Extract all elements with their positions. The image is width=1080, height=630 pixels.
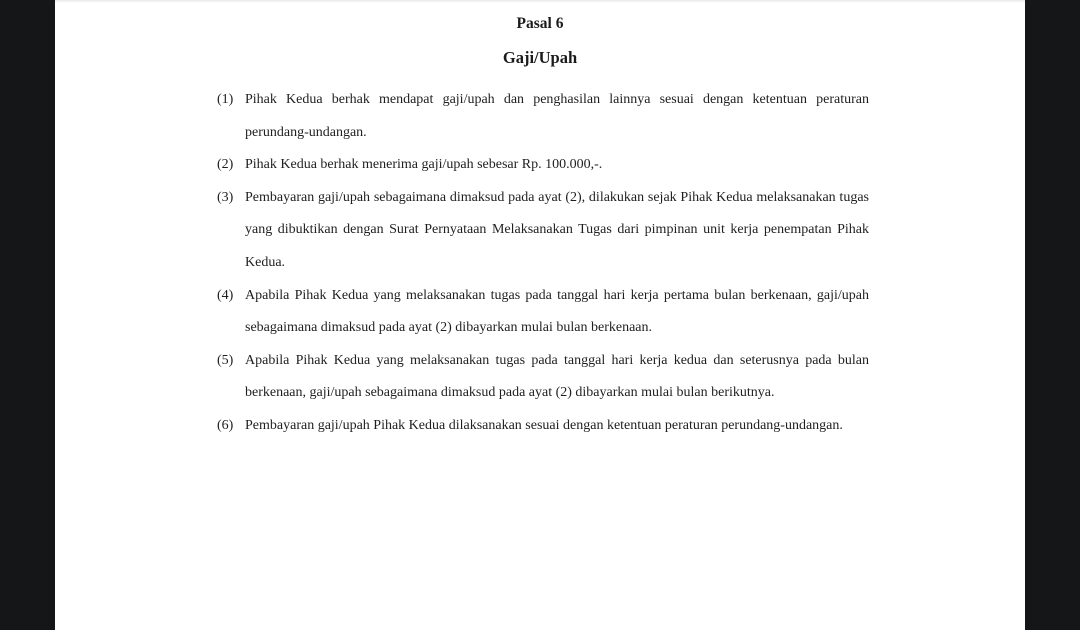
clause-item bbox=[217, 182, 869, 280]
clause-item bbox=[217, 345, 869, 410]
clause-text: Pembayaran gaji/upah Pihak Kedua dilaksanakan sesuai dengan ketentuan peraturan perundang-undangan. bbox=[245, 417, 843, 433]
clause-number: (4) bbox=[217, 287, 234, 303]
clause-number: (6) bbox=[217, 417, 234, 433]
clause-number: (2) bbox=[217, 157, 234, 173]
clause-text: Apabila Pihak Kedua yang melaksanakan tugas pada tanggal hari kerja kedua dan seterusnya pada bulan berkenaan, gaji/upah sebagaimana dimaksud pada ayat (2) dibayarkan mulai bulan berikutnya. bbox=[245, 352, 869, 401]
clause-number: (3) bbox=[217, 189, 234, 205]
page-edge bbox=[55, 0, 1025, 3]
clause-number: (5) bbox=[217, 352, 234, 368]
clause-item bbox=[217, 280, 869, 345]
clause-number: (1) bbox=[217, 92, 234, 107]
article-title: Gaji/Upah bbox=[502, 48, 578, 67]
article-number: Pasal 6 bbox=[516, 15, 564, 32]
document-page bbox=[55, 0, 1025, 630]
clause-text: Apabila Pihak Kedua yang melaksanakan tugas pada tanggal hari kerja pertama bulan berkenaan, gaji/upah sebagaimana dimaksud pada ayat (2) dibayarkan mulai bulan berkenaan. bbox=[245, 287, 869, 336]
clause-text: Pihak Kedua berhak mendapat gaji/upah dan penghasilan lainnya sesuai dengan ketentuan peraturan perundang-undangan. bbox=[245, 92, 869, 140]
clause-item bbox=[217, 149, 869, 182]
clause-item bbox=[217, 410, 869, 443]
clause-text: Pihak Kedua berhak menerima gaji/upah sebesar Rp. 100.000,-. bbox=[245, 157, 603, 173]
clause-item bbox=[217, 84, 869, 149]
clause-list bbox=[217, 84, 869, 443]
clause-text: Pembayaran gaji/upah sebagaimana dimaksud pada ayat (2), dilakukan sejak Pihak Kedua melaksanakan tugas yang dibuktikan dengan Surat Pernyataan Melaksanakan Tugas dari pimpinan unit kerja penempatan Pihak Kedua. bbox=[245, 189, 869, 270]
